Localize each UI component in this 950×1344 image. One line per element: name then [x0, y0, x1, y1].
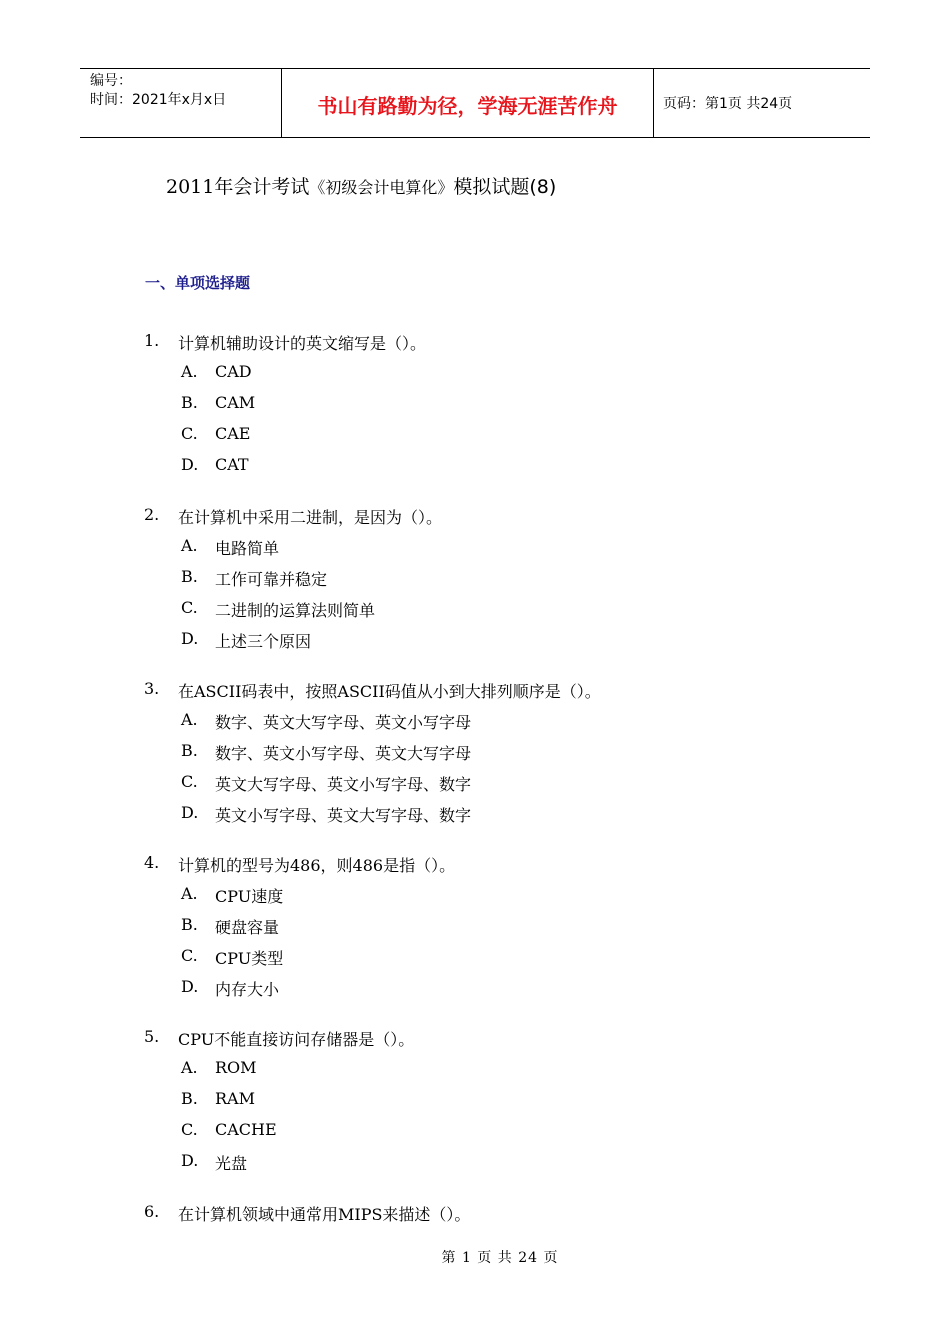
- question-text: 在计算机领域中通常用MIPS来描述（）。: [178, 1205, 471, 1224]
- header-page-info: 页码：第1页 共24页: [663, 96, 793, 112]
- question-stem: [0, 679, 950, 710]
- date-label: 时间：2021年x月x日: [90, 92, 227, 108]
- question-number: 5.: [144, 1027, 160, 1046]
- answer-option: [0, 393, 950, 424]
- option-letter: B.: [181, 393, 198, 412]
- option-letter: C.: [181, 598, 198, 617]
- question-item: [0, 679, 950, 834]
- answer-option: [0, 915, 950, 946]
- page-footer: 第 1 页 共 24 页: [441, 1250, 559, 1266]
- answer-option: [0, 1120, 950, 1151]
- option-text: CAD: [215, 362, 252, 381]
- header-meta: [80, 69, 281, 137]
- question-number: 1.: [144, 331, 160, 350]
- option-text: 上述三个原因: [215, 632, 312, 651]
- answer-option: [0, 362, 950, 393]
- option-letter: D.: [181, 1151, 199, 1170]
- question-item: [0, 331, 950, 486]
- question-stem: [0, 853, 950, 884]
- option-letter: B.: [181, 915, 198, 934]
- question-stem: [0, 331, 950, 362]
- answer-option: [0, 1151, 950, 1182]
- option-letter: B.: [181, 1089, 198, 1108]
- option-letter: B.: [181, 741, 198, 760]
- section-title: 一、单项选择题: [145, 274, 251, 292]
- option-text: CPU速度: [215, 887, 284, 906]
- option-text: 英文小写字母、英文大写字母、数字: [215, 806, 472, 825]
- title-suffix: 模拟试题(8): [453, 176, 557, 198]
- question-stem: [0, 505, 950, 536]
- option-text: 电路简单: [215, 539, 280, 558]
- option-text: ROM: [215, 1058, 257, 1077]
- option-letter: C.: [181, 772, 198, 791]
- answer-option: [0, 977, 950, 1008]
- option-text: 英文大写字母、英文小写字母、数字: [215, 775, 472, 794]
- option-letter: A.: [181, 1058, 198, 1077]
- question-stem: [0, 1202, 950, 1233]
- question-item: [0, 853, 950, 1008]
- answer-option: [0, 1089, 950, 1120]
- option-text: 工作可靠并稳定: [215, 570, 328, 589]
- header-motto: 书山有路勤为径，学海无涯苦作舟: [281, 69, 654, 137]
- answer-option: [0, 741, 950, 772]
- answer-option: [0, 710, 950, 741]
- answer-option: [0, 598, 950, 629]
- option-text: 内存大小: [215, 980, 280, 999]
- question-item: [0, 505, 950, 660]
- option-letter: A.: [181, 884, 198, 903]
- answer-option: [0, 803, 950, 834]
- option-text: 数字、英文大写字母、英文小写字母: [215, 713, 472, 732]
- option-letter: D.: [181, 977, 199, 996]
- answer-option: [0, 772, 950, 803]
- option-text: RAM: [215, 1089, 255, 1108]
- option-letter: C.: [181, 946, 198, 965]
- option-text: 数字、英文小写字母、英文大写字母: [215, 744, 472, 763]
- question-text: CPU不能直接访问存储器是（）。: [178, 1030, 415, 1049]
- option-text: CAM: [215, 393, 256, 412]
- question-item: [0, 1027, 950, 1182]
- answer-option: [0, 1058, 950, 1089]
- answer-option: [0, 946, 950, 977]
- question-number: 3.: [144, 679, 160, 698]
- title-year: 2011年会计考试: [166, 176, 310, 198]
- question-text: 计算机辅助设计的英文缩写是（）。: [178, 334, 427, 353]
- question-stem: [0, 1027, 950, 1058]
- option-text: CAT: [215, 455, 249, 474]
- option-letter: D.: [181, 629, 199, 648]
- option-letter: D.: [181, 455, 199, 474]
- option-letter: D.: [181, 803, 199, 822]
- option-text: CACHE: [215, 1120, 277, 1139]
- option-letter: C.: [181, 1120, 198, 1139]
- option-text: 二进制的运算法则简单: [215, 601, 376, 620]
- answer-option: [0, 629, 950, 660]
- option-letter: A.: [181, 536, 198, 555]
- option-letter: C.: [181, 424, 198, 443]
- option-letter: B.: [181, 567, 198, 586]
- option-letter: A.: [181, 362, 198, 381]
- answer-option: [0, 884, 950, 915]
- page-header: [80, 68, 870, 138]
- answer-option: [0, 567, 950, 598]
- question-number: 4.: [144, 853, 160, 872]
- answer-option: [0, 424, 950, 455]
- title-course: 《初级会计电算化》: [309, 178, 454, 197]
- answer-option: [0, 455, 950, 486]
- option-letter: A.: [181, 710, 198, 729]
- option-text: CPU类型: [215, 949, 284, 968]
- question-text: 计算机的型号为486，则486是指（）。: [178, 856, 456, 875]
- option-text: 硬盘容量: [215, 918, 280, 937]
- answer-option: [0, 536, 950, 567]
- serial-label: 编号：: [90, 73, 132, 89]
- question-text: 在ASCII码表中，按照ASCII码值从小到大排列顺序是（）。: [178, 682, 601, 701]
- question-text: 在计算机中采用二进制，是因为（）。: [178, 508, 443, 527]
- question-number: 6.: [144, 1202, 160, 1221]
- option-text: 光盘: [215, 1154, 248, 1173]
- question-number: 2.: [144, 505, 160, 524]
- document-title: [166, 172, 556, 199]
- question-item: [0, 1202, 950, 1233]
- option-text: CAE: [215, 424, 251, 443]
